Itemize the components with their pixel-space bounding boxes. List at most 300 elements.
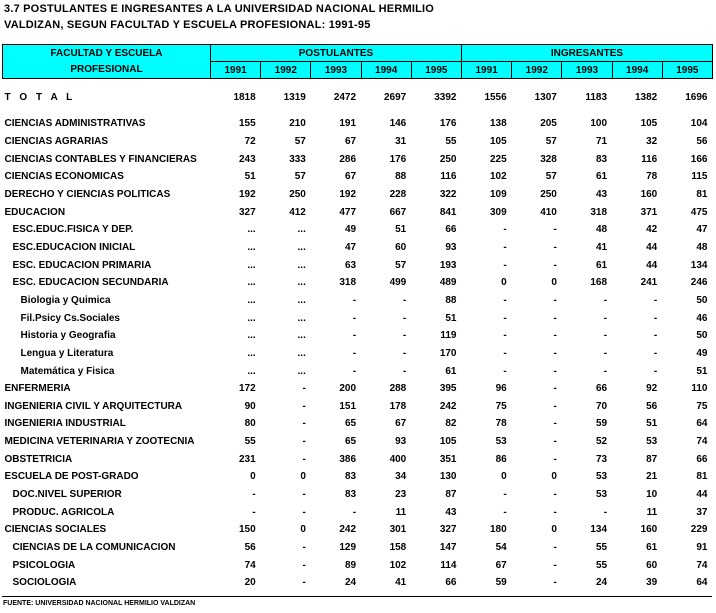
table-cell: 47 <box>344 241 357 253</box>
table-cell: 53 <box>595 471 608 483</box>
table-cell: 231 <box>239 453 256 465</box>
table-cell: 55 <box>244 436 256 448</box>
table-cell: ... <box>247 224 256 236</box>
row-label: ESC. EDUCACION SECUNDARIA <box>12 277 169 289</box>
table-cell: 41 <box>595 241 608 253</box>
table-cell: 53 <box>646 436 658 448</box>
row-label: Fil.Psicy Cs.Sociales <box>20 312 120 324</box>
table-cell: 88 <box>395 171 407 183</box>
table-cell: 93 <box>445 241 457 253</box>
table-cell: 65 <box>344 436 357 448</box>
table-cell: 57 <box>395 259 407 271</box>
table-cell: 193 <box>439 259 457 271</box>
table-title-line-2: VALDIZAN, SEGUN FACULTAD Y ESCUELA PROFESIONAL: 1991-95 <box>4 19 371 31</box>
table-cell: 57 <box>294 135 306 147</box>
table-cell: 81 <box>696 471 708 483</box>
row-label: EDUCACION <box>4 206 66 218</box>
table-cell: ... <box>297 277 306 289</box>
table-cell: 50 <box>696 294 708 306</box>
table-cell: - <box>553 577 557 589</box>
table-cell: - <box>302 436 306 448</box>
table-cell: 44 <box>646 241 658 253</box>
table-cell: 55 <box>445 135 457 147</box>
table-cell: 39 <box>646 577 658 589</box>
table-cell: - <box>503 224 507 236</box>
table-row <box>3 433 713 451</box>
year-header: 1995 <box>411 62 461 79</box>
table-cell: 56 <box>244 542 256 554</box>
header-ingresantes: INGRESANTES <box>462 45 713 62</box>
table-cell: - <box>352 312 357 324</box>
table-cell: 61 <box>595 171 608 183</box>
row-label: INGENIERIA INDUSTRIAL <box>4 418 126 430</box>
table-cell: ... <box>247 294 256 306</box>
table-cell: - <box>553 453 557 465</box>
year-header: 1991 <box>462 62 512 79</box>
table-row <box>3 309 713 327</box>
table-cell: ... <box>297 259 306 271</box>
row-label: DERECHO Y CIENCIAS POLITICAS <box>4 188 171 200</box>
year-header: 1993 <box>562 62 612 79</box>
table-cell: 155 <box>239 118 256 130</box>
table-cell: 80 <box>244 418 256 430</box>
table-row <box>3 115 713 133</box>
table-cell: 20 <box>244 577 256 589</box>
row-label: Matemática y Fisica <box>20 365 115 377</box>
table-cell: 250 <box>289 188 306 200</box>
table-cell: - <box>503 365 507 377</box>
table-cell: - <box>352 347 357 359</box>
table-cell: 105 <box>640 118 658 130</box>
table-cell: 489 <box>439 277 457 289</box>
table-cell: 0 <box>551 277 557 289</box>
table-cell: 134 <box>590 524 608 536</box>
table-cell: 44 <box>646 259 658 271</box>
row-label: Historia y Geografia <box>20 330 116 342</box>
table-cell: ... <box>247 259 256 271</box>
table-cell: 53 <box>595 489 608 501</box>
table-cell: - <box>603 347 608 359</box>
table-cell: 51 <box>646 418 658 430</box>
table-cell: 11 <box>395 506 407 518</box>
table-cell: 60 <box>646 559 658 571</box>
table-cell: 178 <box>389 400 407 412</box>
table-row <box>3 503 713 521</box>
table-cell: 168 <box>590 277 608 289</box>
table-cell: 158 <box>389 542 407 554</box>
table-cell: ... <box>297 347 306 359</box>
table-cell: - <box>653 347 658 359</box>
table-cell: 87 <box>445 489 457 501</box>
table-cell: 59 <box>595 418 608 430</box>
header-postulantes: POSTULANTES <box>211 45 462 62</box>
table-cell: - <box>553 383 557 395</box>
table-cell: 63 <box>344 259 357 271</box>
table-cell: 100 <box>590 118 608 130</box>
table-cell: 91 <box>696 542 708 554</box>
year-header: 1994 <box>612 62 662 79</box>
table-cell: - <box>653 294 658 306</box>
table-cell: - <box>553 506 557 518</box>
table-cell: 116 <box>440 171 457 183</box>
table-cell: 109 <box>490 188 507 200</box>
table-cell: 104 <box>690 118 708 130</box>
table-cell: - <box>302 453 306 465</box>
table-cell: 66 <box>445 577 457 589</box>
total-cell: 1818 <box>233 91 256 103</box>
table-cell: 43 <box>595 188 608 200</box>
year-header: 1995 <box>662 62 712 79</box>
table-cell: 70 <box>595 400 608 412</box>
table-cell: 66 <box>595 383 608 395</box>
row-label: ESC.EDUCACION INICIAL <box>12 241 136 253</box>
table-cell: 67 <box>344 171 357 183</box>
table-cell: 309 <box>490 206 507 218</box>
table-cell: 475 <box>690 206 708 218</box>
table-cell: 395 <box>439 383 457 395</box>
table-cell: - <box>302 506 306 518</box>
row-label: MEDICINA VETERINARIA Y ZOOTECNIA <box>4 436 195 448</box>
row-label: PSICOLOGIA <box>12 559 76 571</box>
table-cell: 333 <box>289 153 306 165</box>
total-cell: 1307 <box>534 91 557 103</box>
table-cell: 102 <box>490 171 507 183</box>
table-cell: 37 <box>696 506 708 518</box>
table-body <box>3 79 713 592</box>
table-cell: - <box>653 365 658 377</box>
table-cell: ... <box>297 365 306 377</box>
table-cell: 667 <box>389 206 407 218</box>
row-label: ESC.EDUC.FISICA Y DEP. <box>12 224 134 236</box>
table-cell: 180 <box>490 524 507 536</box>
row-label: INGENIERIA CIVIL Y ARQUITECTURA <box>4 400 183 412</box>
row-label: ENFERMERIA <box>4 383 71 395</box>
table-cell: - <box>352 294 357 306</box>
table-cell: 60 <box>395 241 407 253</box>
table-cell: 146 <box>389 118 407 130</box>
table-cell: 351 <box>439 453 457 465</box>
table-row <box>3 256 713 274</box>
table-cell: 44 <box>696 489 708 501</box>
table-cell: 73 <box>595 453 608 465</box>
table-cell: 74 <box>244 559 256 571</box>
year-header: 1992 <box>512 62 562 79</box>
table-cell: 51 <box>244 171 256 183</box>
table-row <box>3 203 713 221</box>
table-cell: 83 <box>595 153 608 165</box>
table-cell: 0 <box>501 471 507 483</box>
table-cell: 241 <box>640 277 658 289</box>
table-cell: - <box>503 241 507 253</box>
table-cell: 71 <box>595 135 608 147</box>
table-cell: 328 <box>540 153 557 165</box>
table-cell: 55 <box>595 542 608 554</box>
table-cell: 21 <box>646 471 658 483</box>
table-cell: 0 <box>501 277 507 289</box>
table-cell: - <box>503 312 507 324</box>
table-cell: 841 <box>439 206 457 218</box>
footer-divider <box>2 596 712 597</box>
table-cell: - <box>503 347 507 359</box>
table-cell: - <box>503 330 507 342</box>
table-row <box>3 239 713 257</box>
table-cell: 67 <box>495 559 507 571</box>
table-cell: 78 <box>495 418 507 430</box>
table-row <box>3 327 713 345</box>
row-label: ESCUELA DE POST-GRADO <box>4 471 139 483</box>
table-cell: - <box>252 489 256 501</box>
table-cell: 32 <box>646 135 658 147</box>
table-row <box>3 345 713 363</box>
table-cell: 56 <box>696 135 708 147</box>
table-row <box>3 133 713 151</box>
table-cell: - <box>653 330 658 342</box>
table-cell: 41 <box>395 577 407 589</box>
total-cell: 1556 <box>484 91 507 103</box>
year-header: 1991 <box>211 62 261 79</box>
table-cell: 48 <box>696 241 708 253</box>
table-cell: - <box>553 347 557 359</box>
total-cell: 1183 <box>585 91 608 103</box>
table-cell: 371 <box>640 206 658 218</box>
table-cell: 477 <box>339 206 357 218</box>
table-cell: 400 <box>389 453 407 465</box>
table-cell: 229 <box>690 524 708 536</box>
table-cell: 67 <box>344 135 357 147</box>
table-cell: 72 <box>244 135 256 147</box>
table-cell: - <box>302 489 306 501</box>
total-cell: 1696 <box>685 91 708 103</box>
table-cell: 82 <box>445 418 457 430</box>
table-cell: 246 <box>690 277 708 289</box>
table-cell: 92 <box>646 383 658 395</box>
table-cell: - <box>603 330 608 342</box>
table-cell: 66 <box>445 224 457 236</box>
table-cell: 93 <box>395 436 407 448</box>
row-label: CIENCIAS DE LA COMUNICACION <box>12 542 176 554</box>
table-cell: - <box>503 489 507 501</box>
source-note: FUENTE: UNIVERSIDAD NACIONAL HERMILIO VALDIZAN <box>3 600 196 607</box>
table-cell: 51 <box>445 312 457 324</box>
table-cell: 119 <box>440 330 457 342</box>
table-cell: 288 <box>389 383 407 395</box>
table-cell: 24 <box>344 577 357 589</box>
row-label: SOCIOLOGIA <box>12 577 77 589</box>
table-cell: - <box>553 418 557 430</box>
table-cell: - <box>252 506 256 518</box>
table-cell: - <box>603 365 608 377</box>
table-cell: 48 <box>595 224 608 236</box>
table-cell: 53 <box>495 436 507 448</box>
table-cell: 64 <box>696 418 708 430</box>
table-row <box>3 574 713 592</box>
table-cell: - <box>653 312 658 324</box>
table-cell: 176 <box>439 118 457 130</box>
table-cell: 49 <box>344 224 357 236</box>
table-cell: 57 <box>545 135 557 147</box>
year-header: 1994 <box>361 62 411 79</box>
table-cell: - <box>553 224 557 236</box>
table-row <box>3 468 713 486</box>
table-cell: - <box>553 365 557 377</box>
table-cell: 102 <box>389 559 407 571</box>
table-cell: 31 <box>395 135 407 147</box>
table-cell: 81 <box>696 188 708 200</box>
row-label: DOC.NIVEL SUPERIOR <box>12 489 122 501</box>
table-row <box>3 415 713 433</box>
table-cell: 499 <box>389 277 407 289</box>
table-cell: ... <box>247 347 256 359</box>
table-cell: 59 <box>495 577 507 589</box>
table-cell: 75 <box>696 400 708 412</box>
table-cell: 170 <box>439 347 457 359</box>
table-cell: 327 <box>439 524 457 536</box>
table-cell: 24 <box>595 577 608 589</box>
table-cell: - <box>503 294 507 306</box>
table-row <box>3 539 713 557</box>
table-cell: 11 <box>646 506 658 518</box>
table-cell: 301 <box>389 524 407 536</box>
table-cell: 410 <box>540 206 557 218</box>
table-cell: 210 <box>289 118 306 130</box>
table-cell: ... <box>247 277 256 289</box>
table-cell: ... <box>297 330 306 342</box>
table-cell: 64 <box>696 577 708 589</box>
table-cell: 47 <box>696 224 708 236</box>
table-cell: 318 <box>339 277 357 289</box>
table-row <box>3 556 713 574</box>
header-facultad-line-2: PROFESIONAL <box>3 62 211 79</box>
table-cell: - <box>503 259 507 271</box>
table-cell: ... <box>247 312 256 324</box>
table-cell: 318 <box>590 206 608 218</box>
table-cell: 250 <box>439 153 457 165</box>
table-cell: 160 <box>640 524 658 536</box>
table-cell: 115 <box>691 171 708 183</box>
table-cell: ... <box>297 294 306 306</box>
table-row <box>3 274 713 292</box>
table-cell: - <box>553 489 557 501</box>
table-cell: 0 <box>300 524 306 536</box>
table-cell: 74 <box>696 436 708 448</box>
table-cell: ... <box>297 241 306 253</box>
table-cell: 105 <box>439 436 457 448</box>
table-cell: 87 <box>646 453 658 465</box>
row-label: Biologia y Quimica <box>20 294 111 306</box>
table-cell: - <box>352 506 357 518</box>
table-cell: 192 <box>339 188 357 200</box>
table-cell: 61 <box>646 542 658 554</box>
table-cell: 228 <box>389 188 407 200</box>
table-row <box>3 362 713 380</box>
table-cell: - <box>553 400 557 412</box>
table-cell: ... <box>297 224 306 236</box>
table-cell: 61 <box>445 365 457 377</box>
table-cell: - <box>402 330 407 342</box>
table-row <box>3 380 713 398</box>
table-cell: 75 <box>495 400 507 412</box>
table-cell: 90 <box>244 400 256 412</box>
table-row <box>3 150 713 168</box>
table-row <box>3 221 713 239</box>
table-cell: 327 <box>239 206 256 218</box>
row-label: ESC. EDUCACION PRIMARIA <box>12 259 152 271</box>
total-row <box>3 87 713 107</box>
table-cell: 10 <box>646 489 658 501</box>
row-label: CIENCIAS ECONOMICAS <box>4 171 124 183</box>
table-cell: 34 <box>395 471 407 483</box>
total-cell: 1319 <box>283 91 306 103</box>
table-cell: 0 <box>250 471 256 483</box>
table-cell: 242 <box>439 400 457 412</box>
table-cell: 129 <box>339 542 357 554</box>
table-cell: - <box>302 383 306 395</box>
table-cell: 43 <box>445 506 457 518</box>
table-cell: 52 <box>595 436 608 448</box>
table-cell: 205 <box>540 118 557 130</box>
row-label: PRODUC. AGRICOLA <box>12 506 115 518</box>
table-cell: - <box>553 330 557 342</box>
table-cell: 23 <box>395 489 407 501</box>
table-cell: - <box>352 330 357 342</box>
header-facultad-line-1: FACULTAD Y ESCUELA <box>3 45 211 62</box>
row-label: CIENCIAS ADMINISTRATIVAS <box>4 118 146 130</box>
table-cell: 66 <box>696 453 708 465</box>
table-cell: 50 <box>696 330 708 342</box>
table-cell: 78 <box>646 171 658 183</box>
total-cell: 2472 <box>333 91 357 103</box>
table-cell: - <box>603 294 608 306</box>
table-cell: 96 <box>495 383 507 395</box>
row-label: Lengua y Literatura <box>20 347 114 359</box>
table-cell: 0 <box>551 524 557 536</box>
table-cell: ... <box>247 241 256 253</box>
total-label: T O T A L <box>4 91 76 103</box>
year-header: 1992 <box>261 62 311 79</box>
table-cell: 42 <box>646 224 658 236</box>
table-cell: 74 <box>696 559 708 571</box>
row-label: CIENCIAS SOCIALES <box>4 524 107 536</box>
table-cell: 89 <box>344 559 357 571</box>
table-cell: 114 <box>440 559 457 571</box>
table-cell: - <box>302 559 306 571</box>
table-cell: 138 <box>490 118 507 130</box>
table-cell: ... <box>247 365 256 377</box>
table-cell: - <box>302 418 306 430</box>
table-cell: 200 <box>339 383 357 395</box>
table-cell: 65 <box>344 418 357 430</box>
row-label: CIENCIAS AGRARIAS <box>4 135 109 147</box>
table-row <box>3 168 713 186</box>
table-cell: 105 <box>490 135 507 147</box>
table-cell: - <box>402 294 407 306</box>
table-cell: 191 <box>339 118 357 130</box>
table-cell: 172 <box>239 383 256 395</box>
row-label: CIENCIAS CONTABLES Y FINANCIERAS <box>4 153 197 165</box>
table-cell: 412 <box>289 206 306 218</box>
table-cell: 55 <box>595 559 608 571</box>
table-row <box>3 521 713 539</box>
table-cell: 86 <box>495 453 507 465</box>
table-cell: 83 <box>344 471 357 483</box>
table-cell: ... <box>247 330 256 342</box>
table-cell: 192 <box>239 188 256 200</box>
table-cell: 386 <box>339 453 357 465</box>
table-cell: 286 <box>339 153 357 165</box>
table-row <box>3 186 713 204</box>
table-cell: 110 <box>691 383 708 395</box>
total-cell: 1382 <box>635 91 658 103</box>
